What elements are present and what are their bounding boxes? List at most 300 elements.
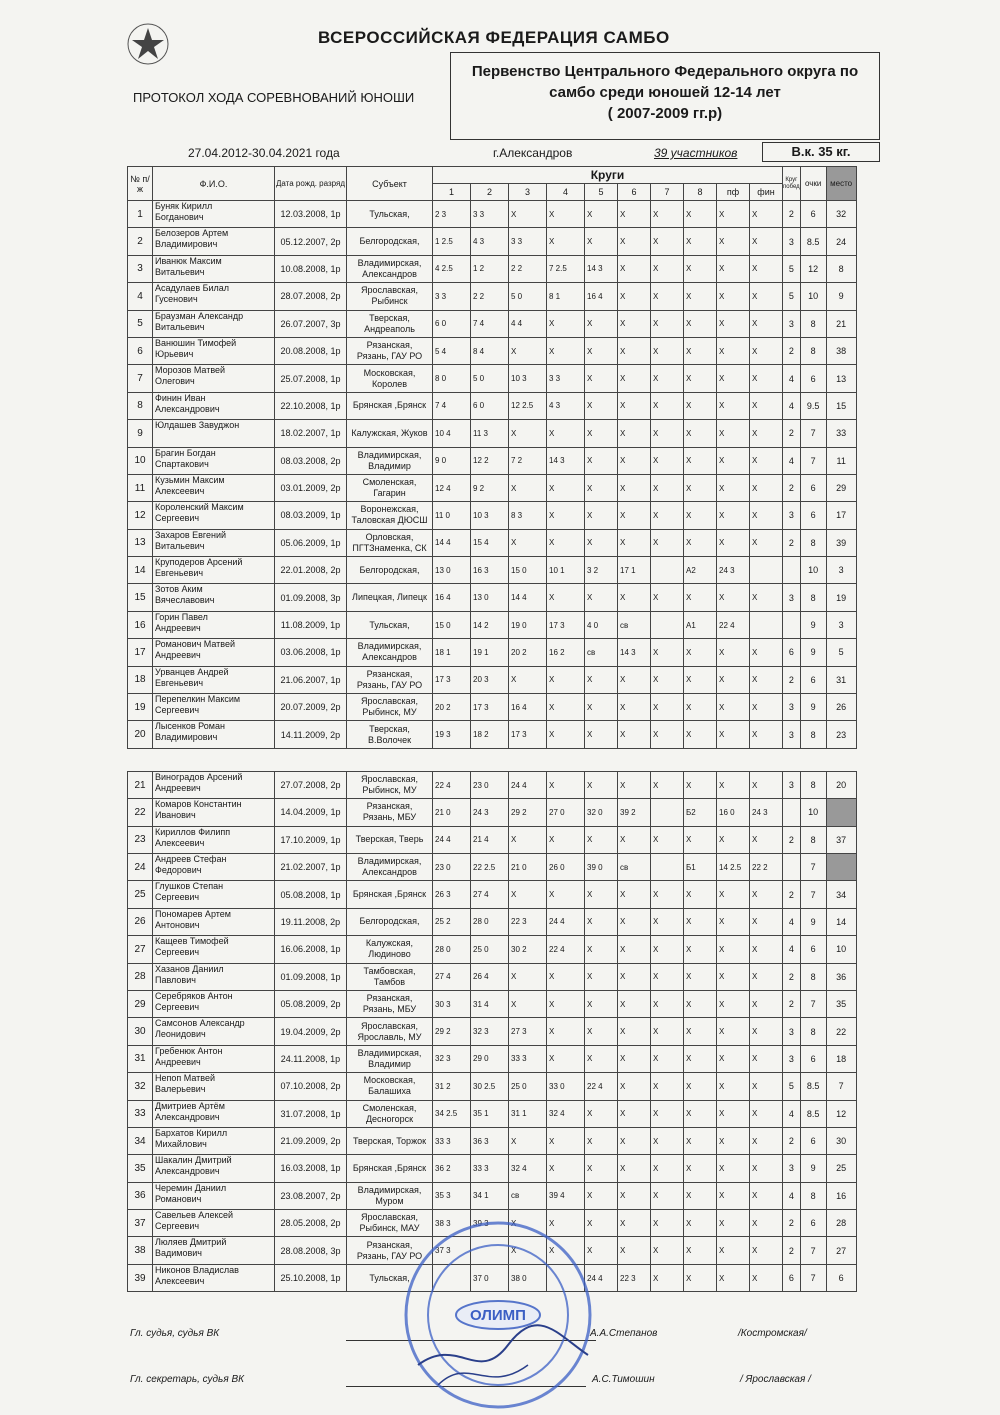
round-result: 8 0 <box>433 365 471 392</box>
points: 7 <box>800 853 826 880</box>
weight-category: В.к. 35 кг. <box>762 142 880 162</box>
region-club: Рязань, МБУ <box>362 812 417 823</box>
round-result: X <box>684 1182 717 1209</box>
round-result: X <box>717 310 750 337</box>
round-result: X <box>684 1073 717 1100</box>
round-result: X <box>717 201 750 228</box>
round-result: 25 0 <box>471 936 509 963</box>
round-result: X <box>585 420 618 447</box>
birth-date-rank: 28.08.2008, 3р <box>275 1237 347 1264</box>
table-row <box>128 502 857 529</box>
birth-date-rank: 28.07.2008, 2р <box>275 283 347 310</box>
round-result: X <box>651 721 684 748</box>
round-result: X <box>651 936 684 963</box>
round-result: 29 2 <box>509 799 547 826</box>
table-row <box>128 666 857 693</box>
table-row <box>128 228 857 255</box>
round-result: X <box>618 771 651 798</box>
round-result: 24 4 <box>585 1264 618 1291</box>
round-result: 8 4 <box>471 337 509 364</box>
round-result: 22 4 <box>717 611 750 638</box>
round-result: 27 4 <box>471 881 509 908</box>
points: 8 <box>800 584 826 611</box>
birth-date-rank: 16.03.2008, 1р <box>275 1155 347 1182</box>
region-name: Липецкая, Липецк <box>352 592 427 603</box>
athlete-name <box>153 365 275 392</box>
round-result: X <box>750 228 783 255</box>
round-result: X <box>509 990 547 1017</box>
place: 36 <box>826 963 856 990</box>
place: 13 <box>826 365 856 392</box>
round-result: 27 4 <box>433 963 471 990</box>
round-result: 14 3 <box>585 255 618 282</box>
surname-first-name: Виноградов Арсений <box>155 771 243 782</box>
round-result: X <box>585 826 618 853</box>
points: 10 <box>800 799 826 826</box>
birth-date-rank: 21.06.2007, 1р <box>275 666 347 693</box>
row-number: 19 <box>128 694 153 721</box>
round-result <box>651 557 684 584</box>
round-result: X <box>618 201 651 228</box>
birth-date-rank: 18.02.2007, 1р <box>275 420 347 447</box>
round-result: 24 3 <box>750 799 783 826</box>
row-number: 6 <box>128 337 153 364</box>
round-result: X <box>547 990 585 1017</box>
wins-count: 2 <box>783 529 801 556</box>
region <box>347 584 433 611</box>
place: 19 <box>826 584 856 611</box>
round-result: X <box>585 881 618 908</box>
row-number: 26 <box>128 908 153 935</box>
secretary-name: А.С.Тимошин <box>592 1374 655 1385</box>
table-row <box>128 201 857 228</box>
birth-date-rank: 21.02.2007, 1р <box>275 853 347 880</box>
birth-date-rank: 07.10.2008, 2р <box>275 1073 347 1100</box>
round-result: X <box>585 337 618 364</box>
round-result: 5 0 <box>471 365 509 392</box>
region-name: Белгородская, <box>359 564 420 575</box>
round-result: X <box>547 1155 585 1182</box>
region-name: Московская, <box>363 1075 416 1086</box>
patronymic: Федорович <box>155 864 202 875</box>
round-result: X <box>547 337 585 364</box>
patronymic: Алексеевич <box>155 485 205 496</box>
round-result: X <box>684 826 717 853</box>
region-club: Муром <box>375 1195 404 1206</box>
round-result: X <box>717 721 750 748</box>
round-result: 6 0 <box>471 392 509 419</box>
row-number: 3 <box>128 255 153 282</box>
athlete-name <box>153 1127 275 1154</box>
round-result: 31 1 <box>509 1100 547 1127</box>
round-result: X <box>585 1210 618 1237</box>
round-result: X <box>585 228 618 255</box>
round-result: 16 3 <box>471 557 509 584</box>
round-result: X <box>651 666 684 693</box>
birth-date-rank: 28.05.2008, 2р <box>275 1210 347 1237</box>
birth-date-rank: 05.12.2007, 2р <box>275 228 347 255</box>
wins-count: 2 <box>783 963 801 990</box>
round-result: X <box>750 1210 783 1237</box>
region-name: Белгородская, <box>359 236 420 247</box>
birth-date-rank: 24.11.2008, 1р <box>275 1045 347 1072</box>
wins-count <box>783 799 801 826</box>
region-club: Рязань, ГАУ РО <box>356 351 423 362</box>
place: 38 <box>826 337 856 364</box>
row-number: 13 <box>128 529 153 556</box>
header-num: № п/ж <box>128 167 153 201</box>
round-result: 32 3 <box>433 1045 471 1072</box>
round-result: X <box>547 474 585 501</box>
points: 6 <box>800 502 826 529</box>
region-name: Рязанская, <box>366 801 413 812</box>
round-result: X <box>585 963 618 990</box>
round-result: X <box>684 474 717 501</box>
round-result: 10 3 <box>471 502 509 529</box>
round-result: X <box>509 1237 547 1264</box>
round-result: 12 2.5 <box>509 392 547 419</box>
surname-first-name: Гребенюк Антон <box>155 1045 223 1056</box>
region-club: Гагарин <box>373 488 406 499</box>
round-result: X <box>750 529 783 556</box>
round-result: X <box>618 228 651 255</box>
place: 22 <box>826 1018 856 1045</box>
wins-count: 3 <box>783 721 801 748</box>
points: 9.5 <box>800 392 826 419</box>
region <box>347 799 433 826</box>
round-result: 32 3 <box>471 1018 509 1045</box>
place: 28 <box>826 1210 856 1237</box>
round-result: X <box>750 337 783 364</box>
surname-first-name: Кириллов Филипп <box>155 826 231 837</box>
round-result: X <box>651 826 684 853</box>
round-result: 16 4 <box>509 694 547 721</box>
round-result: 7 4 <box>433 392 471 419</box>
birth-date-rank: 14.11.2009, 2р <box>275 721 347 748</box>
round-result: 24 4 <box>433 826 471 853</box>
round-result: X <box>717 1073 750 1100</box>
round-result: 28 0 <box>433 936 471 963</box>
region-club: Ярославль, МУ <box>357 1031 422 1042</box>
round-result: X <box>585 990 618 1017</box>
round-result: X <box>684 365 717 392</box>
points: 7 <box>800 420 826 447</box>
round-result: X <box>717 1264 750 1291</box>
region <box>347 228 433 255</box>
surname-first-name: Хазанов Даниил <box>155 963 224 974</box>
round-result: св <box>509 1182 547 1209</box>
round-result: X <box>750 1045 783 1072</box>
athlete-name <box>153 908 275 935</box>
round-result: X <box>618 1073 651 1100</box>
round-result: X <box>585 529 618 556</box>
table-row <box>128 474 857 501</box>
surname-first-name: Черемин Даниил <box>155 1182 227 1193</box>
birth-date-rank: 11.08.2009, 1р <box>275 611 347 638</box>
row-number: 21 <box>128 771 153 798</box>
athlete-name <box>153 1264 275 1291</box>
patronymic: Вадимович <box>155 1248 202 1259</box>
wins-count: 2 <box>783 1237 801 1264</box>
round-result: X <box>750 881 783 908</box>
round-result: X <box>684 666 717 693</box>
round-result: 7 4 <box>471 310 509 337</box>
table-row <box>128 1155 857 1182</box>
region-club: Владимир <box>368 460 411 471</box>
round-result: X <box>651 963 684 990</box>
round-result: X <box>717 936 750 963</box>
patronymic: Алексеевич <box>155 837 205 848</box>
round-result: X <box>684 936 717 963</box>
points: 8 <box>800 1182 826 1209</box>
athlete-name <box>153 474 275 501</box>
region-club: Десногорск <box>365 1113 414 1124</box>
round-result: X <box>585 908 618 935</box>
athlete-name <box>153 337 275 364</box>
athlete-name <box>153 666 275 693</box>
round-result: 10 1 <box>547 557 585 584</box>
chief-judge-name: А.А.Степанов <box>590 1328 658 1339</box>
round-result: 2 2 <box>509 255 547 282</box>
birth-date-rank: 01.09.2008, 3р <box>275 584 347 611</box>
place: 33 <box>826 420 856 447</box>
birth-date-rank: 16.06.2008, 1р <box>275 936 347 963</box>
round-result: 17 3 <box>509 721 547 748</box>
round-result: X <box>717 1045 750 1072</box>
patronymic: Гусенович <box>155 294 198 305</box>
surname-first-name: Никонов Владислав <box>155 1264 239 1275</box>
wins-count: 4 <box>783 365 801 392</box>
athlete-name <box>153 447 275 474</box>
round-result: X <box>717 228 750 255</box>
table-row <box>128 557 857 584</box>
athlete-name <box>153 392 275 419</box>
athlete-name <box>153 881 275 908</box>
round-result: X <box>618 420 651 447</box>
round-result: 18 1 <box>433 639 471 666</box>
row-number: 34 <box>128 1127 153 1154</box>
round-result: X <box>509 201 547 228</box>
round-result: X <box>750 1018 783 1045</box>
round-result: X <box>684 881 717 908</box>
round-result: X <box>717 1210 750 1237</box>
patronymic: Витальевич <box>155 266 205 277</box>
round-result: 11 0 <box>433 502 471 529</box>
region-name: Тверская, Тверь <box>355 834 424 845</box>
round-result: X <box>750 447 783 474</box>
stamp-text: ОЛИМП <box>470 1307 526 1324</box>
round-result: X <box>684 502 717 529</box>
wins-count: 3 <box>783 771 801 798</box>
row-number: 7 <box>128 365 153 392</box>
birth-date-rank: 25.07.2008, 1р <box>275 365 347 392</box>
surname-first-name: Браузман Александр <box>155 310 244 321</box>
round-result: X <box>618 255 651 282</box>
round-result: 1 2.5 <box>433 228 471 255</box>
round-result: X <box>547 881 585 908</box>
row-number: 9 <box>128 420 153 447</box>
participants-count: 39 участников <box>654 146 738 160</box>
round-result: X <box>509 474 547 501</box>
wins-count: 2 <box>783 474 801 501</box>
region-club: Тамбов <box>373 976 406 987</box>
round-result: X <box>547 721 585 748</box>
birth-date-rank: 05.08.2008, 1р <box>275 881 347 908</box>
round-result: X <box>585 1100 618 1127</box>
table-row <box>128 936 857 963</box>
surname-first-name: Юлдашев Завуджон <box>155 420 240 431</box>
round-result: X <box>651 771 684 798</box>
round-result: X <box>684 1045 717 1072</box>
round-result: X <box>684 1237 717 1264</box>
region-name: Рязанская, <box>366 1239 413 1250</box>
wins-count: 2 <box>783 201 801 228</box>
round-result: X <box>618 1237 651 1264</box>
round-result: X <box>684 283 717 310</box>
round-result: 14 2 <box>471 611 509 638</box>
wins-count: 2 <box>783 1210 801 1237</box>
athlete-name <box>153 639 275 666</box>
row-number: 8 <box>128 392 153 419</box>
region-club: Рязань, МБУ <box>362 1004 417 1015</box>
round-result: 8 3 <box>509 502 547 529</box>
region <box>347 1182 433 1209</box>
round-result: X <box>750 1127 783 1154</box>
region <box>347 963 433 990</box>
table-row <box>128 990 857 1017</box>
round-result: 20 3 <box>471 666 509 693</box>
patronymic: Витальевич <box>155 540 205 551</box>
patronymic: Вячеславович <box>155 595 215 606</box>
region <box>347 990 433 1017</box>
points: 8 <box>800 771 826 798</box>
round-result: X <box>750 502 783 529</box>
round-result: 35 3 <box>433 1182 471 1209</box>
birth-date-rank: 27.07.2008, 2р <box>275 771 347 798</box>
athlete-name <box>153 255 275 282</box>
header-name: Ф.И.О. <box>153 167 275 201</box>
round-result: X <box>585 201 618 228</box>
row-number: 31 <box>128 1045 153 1072</box>
round-result: X <box>717 365 750 392</box>
surname-first-name: Люляев Дмитрий <box>155 1237 227 1248</box>
round-result: 36 3 <box>471 1127 509 1154</box>
table-row <box>128 908 857 935</box>
round-result <box>651 799 684 826</box>
round-result: X <box>651 694 684 721</box>
wins-count: 5 <box>783 1073 801 1100</box>
athlete-name <box>153 1155 275 1182</box>
patronymic: Евгеньевич <box>155 677 204 688</box>
birth-date-rank: 22.01.2008, 2р <box>275 557 347 584</box>
round-result <box>750 557 783 584</box>
birth-date-rank: 05.06.2009, 1р <box>275 529 347 556</box>
region-name: Владимирская, <box>357 1047 422 1058</box>
patronymic: Сергеевич <box>155 1221 200 1232</box>
official-stamp <box>398 1215 598 1415</box>
athlete-name <box>153 1073 275 1100</box>
round-result: X <box>547 963 585 990</box>
round-result: X <box>509 826 547 853</box>
region-club: Рыбинск, МАУ <box>359 1223 420 1234</box>
round-result: X <box>717 639 750 666</box>
round-result: X <box>684 639 717 666</box>
surname-first-name: Короленский Максим <box>155 502 244 513</box>
round-result: 33 3 <box>433 1127 471 1154</box>
wins-count: 2 <box>783 420 801 447</box>
round-result: 34 2.5 <box>433 1100 471 1127</box>
region-name: Тульская, <box>369 1272 410 1283</box>
wins-count: 3 <box>783 694 801 721</box>
surname-first-name: Ванюшин Тимофей <box>155 337 237 348</box>
round-result: 17 3 <box>433 666 471 693</box>
table-row <box>128 420 857 447</box>
surname-first-name: Белозеров Артем <box>155 228 229 239</box>
row-number: 25 <box>128 881 153 908</box>
round-result: 32 4 <box>509 1155 547 1182</box>
header-region: Субъект <box>347 167 433 201</box>
row-number: 23 <box>128 826 153 853</box>
athlete-name <box>153 1237 275 1264</box>
round-result: 10 4 <box>433 420 471 447</box>
round-result: 22 4 <box>585 1073 618 1100</box>
patronymic: Спартакович <box>155 458 209 469</box>
surname-first-name: Асадулаев Билал <box>155 283 230 294</box>
round-result: X <box>547 826 585 853</box>
round-result: X <box>684 420 717 447</box>
patronymic: Сергеевич <box>155 705 200 716</box>
patronymic: Сергеевич <box>155 947 200 958</box>
points: 8 <box>800 826 826 853</box>
place: 17 <box>826 502 856 529</box>
region <box>347 1045 433 1072</box>
athlete-name <box>153 963 275 990</box>
round-result: X <box>618 1018 651 1045</box>
round-result: X <box>547 771 585 798</box>
surname-first-name: Захаров Евгений <box>155 529 227 540</box>
federation-title: ВСЕРОССИЙСКАЯ ФЕДЕРАЦИЯ САМБО <box>318 28 670 47</box>
results-table <box>127 166 857 1292</box>
place: 27 <box>826 1237 856 1264</box>
wins-count: 4 <box>783 1182 801 1209</box>
round-result: X <box>618 826 651 853</box>
round-result: X <box>618 392 651 419</box>
round-result: 39 4 <box>547 1182 585 1209</box>
round-result: X <box>684 392 717 419</box>
round-result: X <box>651 1237 684 1264</box>
patronymic: Юрьевич <box>155 348 194 359</box>
round-result: X <box>717 255 750 282</box>
points: 6 <box>800 1127 826 1154</box>
round-result: 3 3 <box>547 365 585 392</box>
region-club: Людиново <box>368 949 411 960</box>
region-name: Владимирская, <box>357 641 422 652</box>
surname-first-name: Иванюк Максим <box>155 255 222 266</box>
region <box>347 1100 433 1127</box>
region-name: Владимирская, <box>357 1184 422 1195</box>
round-result: X <box>684 1155 717 1182</box>
round-result: X <box>717 771 750 798</box>
region-club: Александров <box>362 867 417 878</box>
round-result: X <box>547 310 585 337</box>
round-result: X <box>684 1264 717 1291</box>
patronymic: Богданович <box>155 212 204 222</box>
round-result: X <box>684 990 717 1017</box>
round-result: X <box>547 1045 585 1072</box>
round-result: X <box>618 310 651 337</box>
round-result <box>651 611 684 638</box>
round-result: 23 0 <box>471 771 509 798</box>
